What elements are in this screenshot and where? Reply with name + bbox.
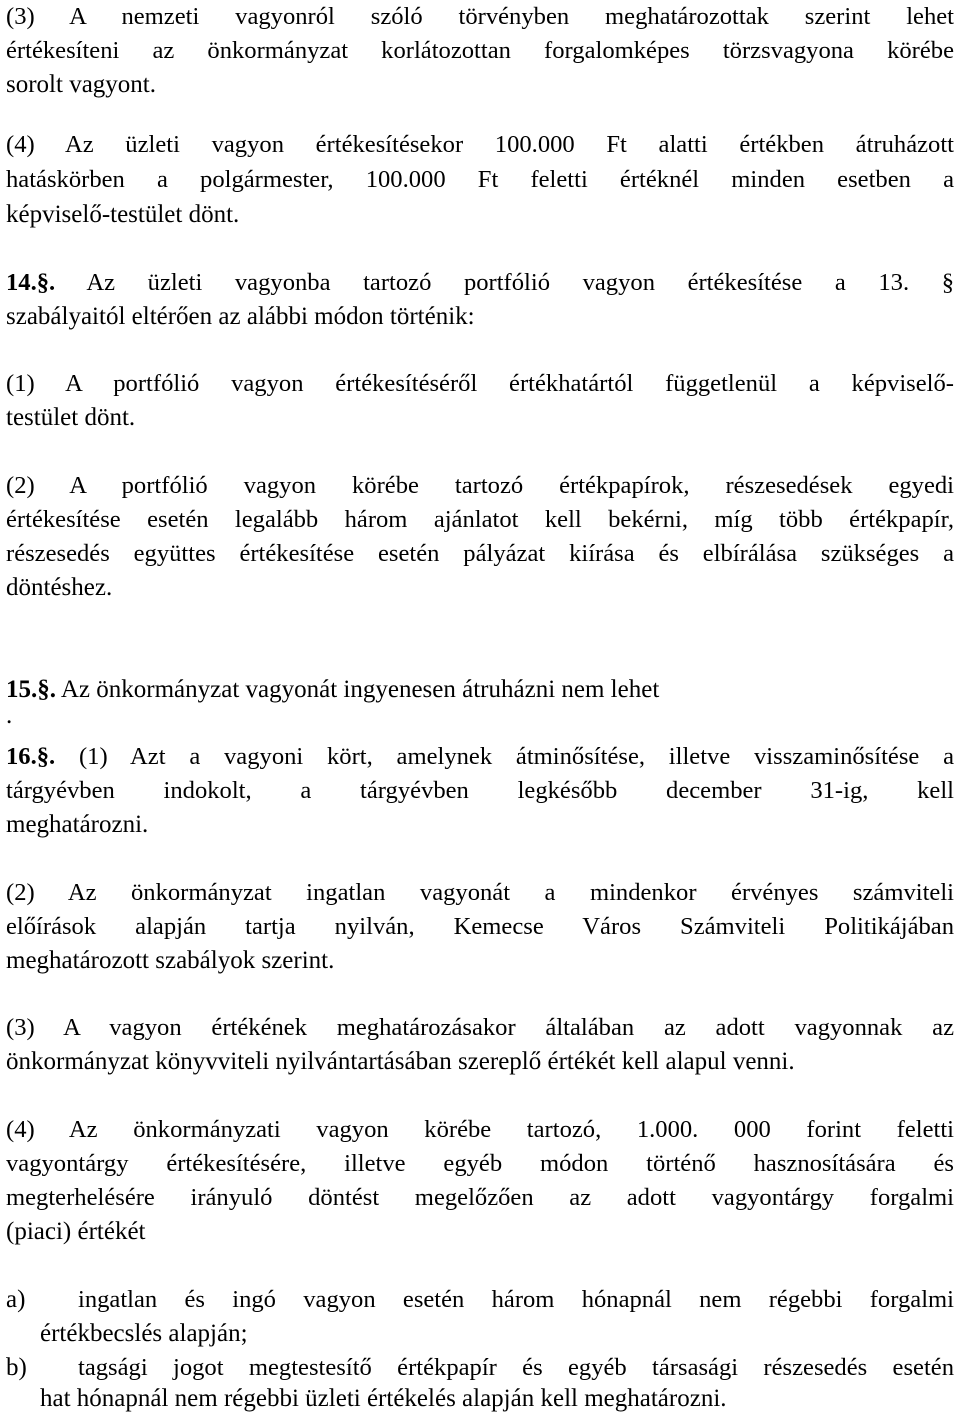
list-item-b-continuation: hat hónapnál nem régebbi üzleti értékelés alapján kell meghatározni. — [40, 1385, 727, 1412]
paragraph-line: meghatározott szabályok szerint. — [6, 947, 335, 974]
paragraph-line: (2) A portfólió vagyon körébe tartozó értékpapírok, részesedések egyedi — [6, 472, 954, 499]
section-number: 16.§. — [6, 743, 56, 770]
paragraph-line: meghatározni. — [6, 811, 149, 838]
paragraph-line: képviselő-testület dönt. — [6, 201, 240, 228]
paragraph-line: sorolt vagyont. — [6, 71, 156, 98]
paragraph-line: (piaci) értékét — [6, 1218, 146, 1245]
paragraph-line: (2) Az önkormányzat ingatlan vagyonát a mindenkor érvényes számviteli — [6, 879, 954, 906]
list-label: b) — [6, 1354, 27, 1381]
stray-dot: . — [6, 702, 13, 729]
paragraph-line: (4) Az üzleti vagyon értékesítésekor 100.000 Ft alatti értékben átruházott — [6, 131, 954, 158]
paragraph-line: szabályaitól eltérően az alábbi módon történik: — [6, 303, 475, 330]
list-text: tagsági jogot megtestesítő értékpapír és egyéb társasági részesedés esetén — [78, 1354, 954, 1381]
paragraph-line: részesedés együttes értékesítése esetén pályázat kiírása és elbírálása szükséges a — [6, 540, 954, 567]
section-text: Az önkormányzat vagyonát ingyenesen átruházni nem lehet — [56, 676, 660, 703]
section-text: (1) Azt a vagyoni kört, amelynek átminősítése, illetve visszaminősítése a — [55, 743, 954, 770]
paragraph-line: döntéshez. — [6, 574, 113, 601]
paragraph-line: önkormányzat könyvviteli nyilvántartásában szereplő értékét kell alapul venni. — [6, 1048, 795, 1075]
paragraph-line: megterhelésére irányuló döntést megelőzően az adott vagyontárgy forgalmi — [6, 1184, 954, 1211]
section-text: Az üzleti vagyonba tartozó portfólió vagyon értékesítése a 13. § — [55, 269, 954, 296]
paragraph-line: (1) A portfólió vagyon értékesítéséről értékhatártól függetlenül a képviselő- — [6, 370, 954, 397]
paragraph-line: (3) A nemzeti vagyonról szóló törvényben meghatározottak szerint lehet — [6, 3, 954, 30]
paragraph-line: előírások alapján tartja nyilván, Kemecse Város Számviteli Politikájában — [6, 913, 954, 940]
list-item-a-continuation: értékbecslés alapján; — [40, 1320, 248, 1347]
section-number: 15.§. — [6, 676, 56, 703]
paragraph-line: vagyontárgy értékesítésére, illetve egyéb módon történő hasznosítására és — [6, 1150, 954, 1177]
paragraph-line: értékesíteni az önkormányzat korlátozottan forgalomképes törzsvagyona körébe — [6, 37, 954, 64]
paragraph-line: (3) A vagyon értékének meghatározásakor általában az adott vagyonnak az — [6, 1014, 954, 1041]
list-label: a) — [6, 1286, 26, 1313]
paragraph-line: tárgyévben indokolt, a tárgyévben legkésőbb december 31-ig, kell — [6, 777, 954, 804]
section-14-heading — [6, 266, 954, 300]
list-text: ingatlan és ingó vagyon esetén három hónapnál nem régebbi forgalmi — [78, 1286, 954, 1313]
paragraph-line: testület dönt. — [6, 404, 136, 431]
paragraph-line: értékesítése esetén legalább három ajánlatot kell bekérni, míg több értékpapír, — [6, 506, 954, 533]
paragraph-line: (4) Az önkormányzati vagyon körébe tartozó, 1.000. 000 forint feletti — [6, 1116, 954, 1143]
section-number: 14.§. — [6, 269, 56, 296]
section-16-heading — [6, 740, 954, 774]
paragraph-line: hatáskörben a polgármester, 100.000 Ft feletti értéknél minden esetben a — [6, 166, 954, 193]
